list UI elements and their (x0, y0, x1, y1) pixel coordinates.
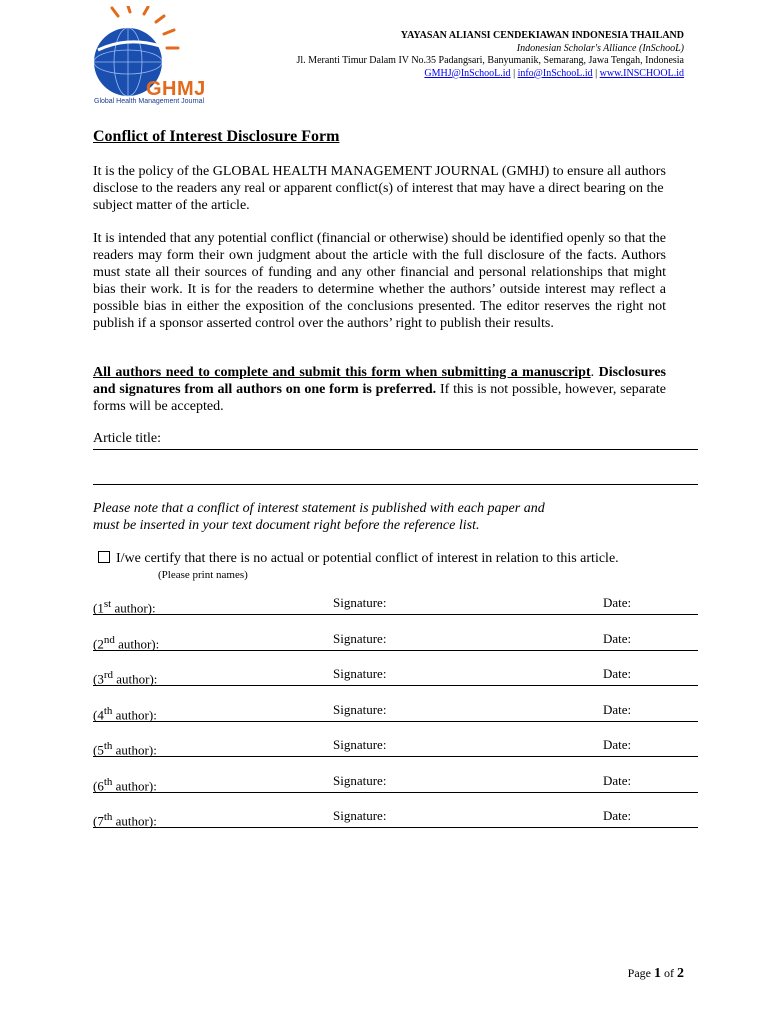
email-link-info[interactable]: info@InSchooL.id (517, 67, 593, 79)
signature-label: Signature: (333, 666, 387, 681)
separator: | (592, 67, 600, 79)
author-signature-line[interactable] (93, 756, 698, 757)
preference-statement: Disclosures and signatures from all authors on one form is preferred. (93, 365, 667, 397)
publication-note: Please note that a conflict of interest statement is published with each paper and must be inserted in your text document right before the reference list. (93, 501, 545, 533)
org-address: Jl. Meranti Timur Dalam IV No.35 Padangsari, Banyumanik, Semarang, Jawa Tengah, Indonesia (296, 55, 684, 66)
date-label: Date: (603, 808, 632, 823)
email-link-gmhj[interactable]: GMHJ@InSchooL.id (424, 67, 511, 79)
author-name-field[interactable]: (7th author): (93, 811, 157, 829)
author-name-field[interactable]: (6th author): (93, 775, 157, 793)
certify-statement (98, 551, 619, 567)
print-names-hint: (Please print names) (158, 569, 248, 581)
author-name-field[interactable]: (1st author): (93, 598, 156, 616)
page-number: Page 1 of 2 (627, 966, 684, 981)
author-signature-line[interactable] (93, 650, 698, 651)
signature-label: Signature: (333, 630, 387, 646)
signature-label: Signature: (333, 808, 387, 823)
author-name-field[interactable]: (5th author): (93, 740, 157, 758)
policy-paragraph: It is the policy of the GLOBAL HEALTH MANAGEMENT JOURNAL (GMHJ) to ensure all authors disclose to the readers any real or apparent conflict(s) of interest that may have a direct bearing on the subject matter of the article. (93, 164, 666, 213)
author-signature-line[interactable] (93, 827, 698, 828)
article-title-label: Article title: (93, 431, 162, 446)
date-label: Date: (603, 772, 632, 788)
page-title: Conflict of Interest Disclosure Form (93, 128, 340, 145)
signature-label: Signature: (333, 772, 387, 788)
signature-label: Signature: (333, 737, 387, 752)
signature-label: Signature: (333, 595, 387, 610)
date-label: Date: (603, 701, 632, 717)
submission-paragraph: All authors need to complete and submit this form when submitting a manuscript. Disclosures and signatures from all authors on one form is preferred. If this is not possible, however, separate forms will be accepted. (93, 365, 667, 414)
author-name-field[interactable]: (3rd author): (93, 669, 158, 687)
date-label: Date: (603, 595, 632, 610)
author-name-field[interactable]: (2nd author): (93, 633, 160, 651)
author-signature-line[interactable] (93, 792, 698, 793)
alliance-name: Indonesian Scholar's Alliance (InSchooL) (516, 42, 684, 54)
author-name-field[interactable]: (4th author): (93, 704, 157, 722)
intent-paragraph: It is intended that any potential conflict (financial or otherwise) should be identified openly so that the readers may form their own judgment about the article with the full disclosure of the facts. Authors must state all their sources of funding and any other financial and personal relationships that might bias their work. It is for the readers to determine whether the authors’ outside interest may reflect a possible bias in either the exposition of the conclusions presented. The editor reserves the right not publish if a sponsor asserted control over the authors’ right to publish their results. (93, 231, 666, 331)
logo-subtitle: Global Health Management Journal (94, 98, 205, 105)
date-label: Date: (603, 737, 632, 752)
separate-forms-note: If this is not possible, however, separate forms will be accepted. (93, 382, 666, 414)
author-signature-line[interactable] (93, 685, 698, 686)
org-name: YAYASAN ALIANSI CENDEKIAWAN INDONESIA THAILAND (400, 30, 684, 41)
logo-acronym: GHMJ (146, 78, 206, 100)
certify-checkbox[interactable] (98, 551, 110, 563)
author-signature-line[interactable] (93, 721, 698, 722)
website-link[interactable]: www.INSCHOOL.id (599, 67, 684, 79)
submission-instruction: All authors need to complete and submit this form when submitting a manuscript (93, 365, 591, 380)
article-title-line-2[interactable] (93, 484, 698, 485)
date-label: Date: (603, 666, 632, 681)
article-title-line-1[interactable] (93, 449, 698, 450)
journal-logo (88, 6, 220, 106)
org-header (297, 30, 684, 80)
date-label: Date: (603, 630, 632, 646)
certify-text: I/we certify that there is no actual or potential conflict of interest in relation to this article. (116, 551, 619, 566)
signature-label: Signature: (333, 701, 387, 717)
separator: | (510, 67, 518, 79)
contact-line (297, 68, 684, 81)
author-signature-line[interactable] (93, 614, 698, 615)
